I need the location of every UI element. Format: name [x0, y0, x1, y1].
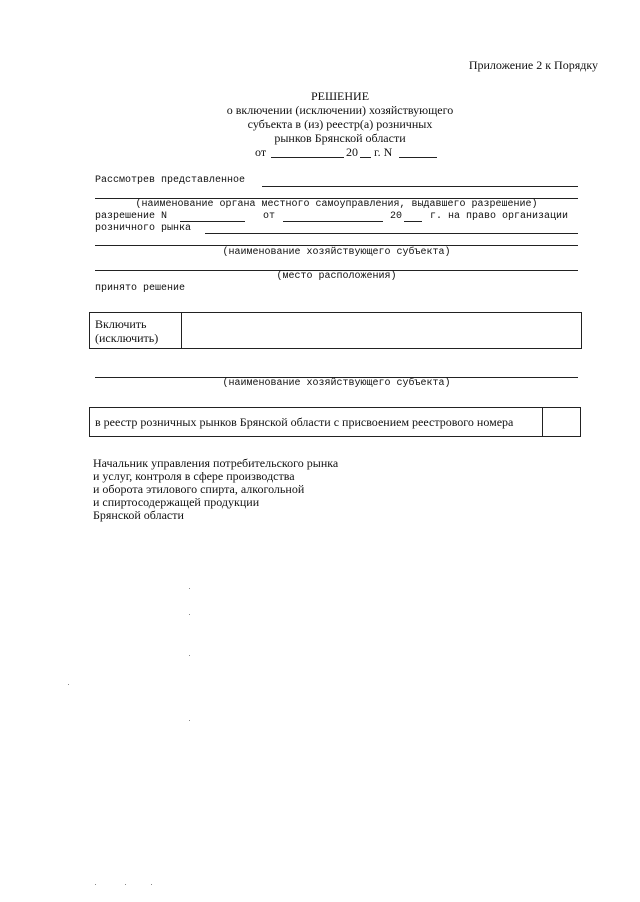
scan-speck — [68, 684, 69, 685]
scan-speck — [189, 614, 190, 615]
permit-right-label: г. на право организации — [430, 211, 569, 222]
permit-label: разрешение N — [95, 211, 168, 222]
scan-speck — [189, 588, 190, 589]
location-caption: (место расположения) — [276, 271, 397, 282]
considered-blank[interactable] — [262, 186, 578, 187]
scan-speck — [95, 884, 96, 885]
scan-speck — [125, 884, 126, 885]
date-prefix: от — [255, 145, 267, 159]
retail-market-label: розничного рынка — [95, 223, 192, 234]
date-year-blank[interactable] — [360, 157, 371, 158]
authority-caption: (наименование органа местного самоуправления, выдавшего разрешение) — [135, 199, 538, 210]
date-day-blank[interactable] — [271, 157, 344, 158]
include-label: Включить — [95, 317, 147, 331]
permit-from-label: от — [263, 211, 276, 222]
decision-value-field[interactable] — [183, 313, 580, 348]
scan-speck — [189, 655, 190, 656]
entity-blank[interactable] — [95, 245, 578, 246]
title-line-3: рынков Брянской области — [274, 131, 406, 145]
signature-line-2: и услуг, контроля в сфере производства — [93, 469, 295, 483]
permit-date-blank[interactable] — [283, 221, 383, 222]
permit-year-blank[interactable] — [404, 221, 422, 222]
signature-line-3: и оборота этилового спирта, алкогольной — [93, 482, 305, 496]
date-number-label: г. N — [374, 145, 393, 159]
title-line-2: субъекта в (из) реестр(а) розничных — [247, 117, 433, 131]
permit-year-prefix: 20 — [390, 211, 403, 222]
considered-label: Рассмотрев представленное — [95, 175, 246, 186]
scan-speck — [189, 720, 190, 721]
signature-line-4: и спиртосодержащей продукции — [93, 495, 260, 509]
permit-number-blank[interactable] — [180, 221, 245, 222]
entity-caption: (наименование хозяйствующего субъекта) — [222, 247, 451, 258]
appendix-note: Приложение 2 к Порядку — [468, 58, 598, 72]
signature-line-1: Начальник управления потребительского рынка — [93, 456, 339, 470]
title-line-1: о включении (исключении) хозяйствующего — [226, 103, 454, 117]
decision-number-blank[interactable] — [399, 157, 437, 158]
decision-label: принято решение — [95, 283, 186, 294]
registry-number-field[interactable] — [543, 408, 580, 436]
retail-market-blank[interactable] — [205, 233, 578, 234]
scan-speck — [151, 884, 152, 885]
registry-text: в реестр розничных рынков Брянской области с присвоением реестрового номера — [95, 415, 514, 429]
date-year-prefix: 20 — [346, 145, 358, 159]
entity-caption-2: (наименование хозяйствующего субъекта) — [222, 378, 451, 389]
exclude-label: (исключить) — [95, 331, 159, 345]
decision-box-divider — [181, 312, 182, 349]
decision-title: РЕШЕНИЕ — [310, 89, 370, 103]
signature-line-5: Брянской области — [93, 508, 184, 522]
